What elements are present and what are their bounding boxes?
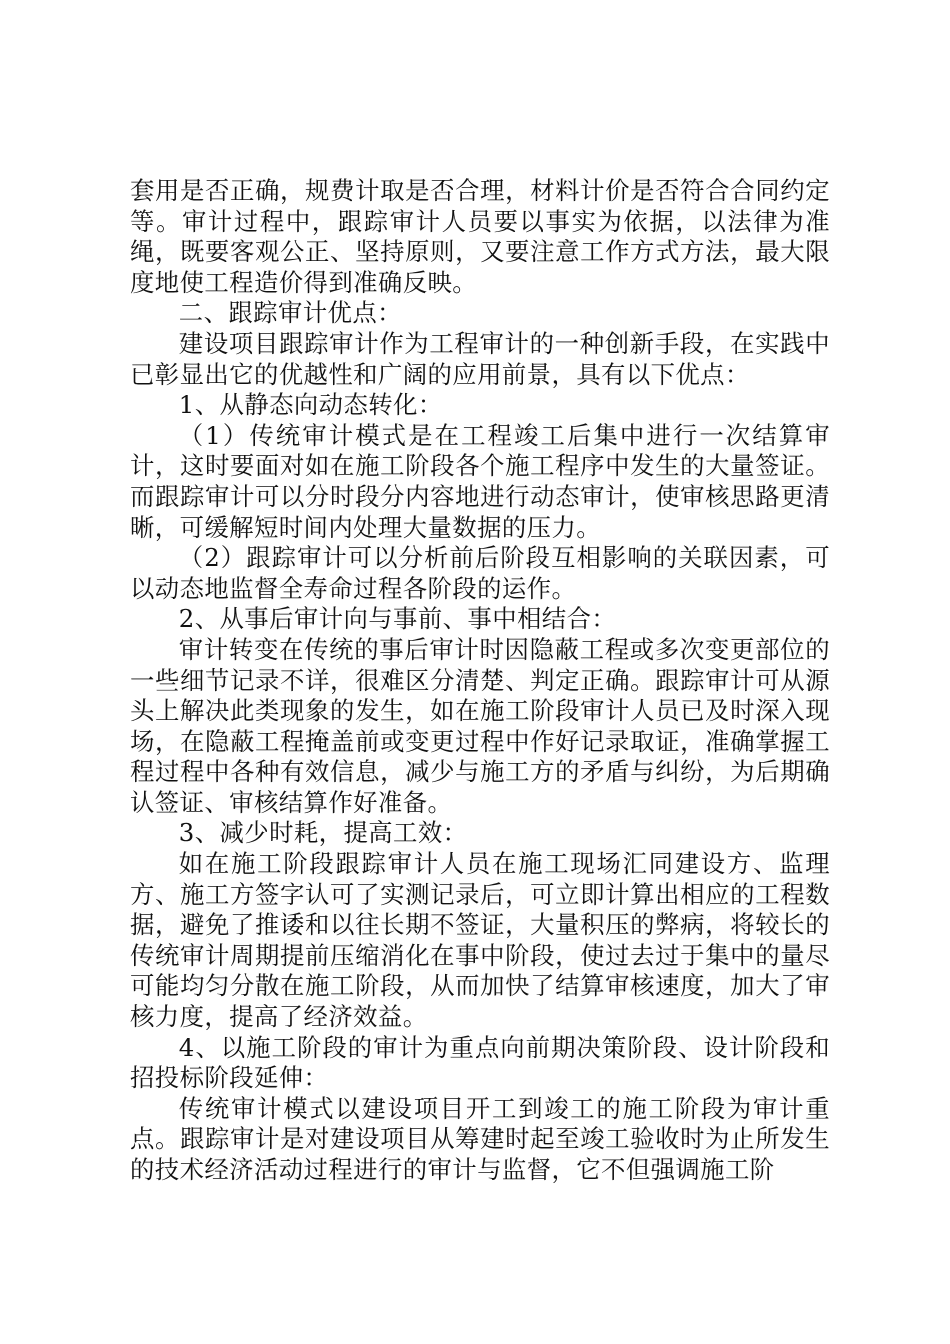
paragraph-point-1: （1）传统审计模式是在工程竣工后集中进行一次结算审计，这时要面对如在施工阶段各个施工程序中发生的大量签证。而跟踪审计可以分时段分内容地进行动态审计，使审核思路更清晰，可缓解短时间内处理大量数据的压力。: [130, 420, 830, 542]
subheading-stage-extension: 4、以施工阶段的审计为重点向前期决策阶段、设计阶段和招投标阶段延伸：: [130, 1032, 830, 1093]
paragraph-stage-extension: 传统审计模式以建设项目开工到竣工的施工阶段为审计重点。跟踪审计是对建设项目从筹建时起至竣工验收时为止所发生的技术经济活动过程进行的审计与监督，它不但强调施工阶: [130, 1093, 830, 1184]
paragraph-audit-transition: 审计转变在传统的事后审计时因隐蔽工程或多次变更部位的一些细节记录不详，很难区分清楚、判定正确。跟踪审计可从源头上解决此类现象的发生，如在施工阶段审计人员已及时深入现场，在隐蔽工程掩盖前或变更过程中作好记录取证，准确掌握工程过程中各种有效信息，减少与施工方的矛盾与纠纷，为后期确认签证、审核结算作好准备。: [130, 634, 830, 817]
document-body: [130, 176, 830, 1186]
paragraph-efficiency: 如在施工阶段跟踪审计人员在施工现场汇同建设方、监理方、施工方签字认可了实测记录后，可立即计算出相应的工程数据，避免了推诿和以往长期不签证，大量积压的弊病，将较长的传统审计周期提前压缩消化在事中阶段，使过去过于集中的量尽可能均匀分散在施工阶段，从而加快了结算审核速度，加大了审核力度，提高了经济效益。: [130, 849, 830, 1032]
paragraph-point-2: （2）跟踪审计可以分析前后阶段互相影响的关联因素，可以动态地监督全寿命过程各阶段的运作。: [130, 543, 830, 603]
subheading-static-to-dynamic: 1、从静态向动态转化：: [178, 390, 443, 420]
subheading-before-during-after: 2、从事后审计向与事前、事中相结合：: [178, 604, 617, 634]
section-heading-advantages: 二、跟踪审计优点：: [178, 298, 402, 328]
paragraph-intro-continuation: 套用是否正确，规费计取是否合理，材料计价是否符合合同约定等。审计过程中，跟踪审计人员要以事实为依据，以法律为准绳，既要客观公正、坚持原则，又要注意工作方式方法，最大限度地使工程造价得到准确反映。: [130, 176, 830, 297]
subheading-efficiency: 3、减少时耗，提高工效：: [178, 818, 468, 848]
paragraph-advantages-intro: 建设项目跟踪审计作为工程审计的一种创新手段，在实践中已彰显出它的优越性和广阔的应用前景，具有以下优点：: [130, 328, 830, 389]
